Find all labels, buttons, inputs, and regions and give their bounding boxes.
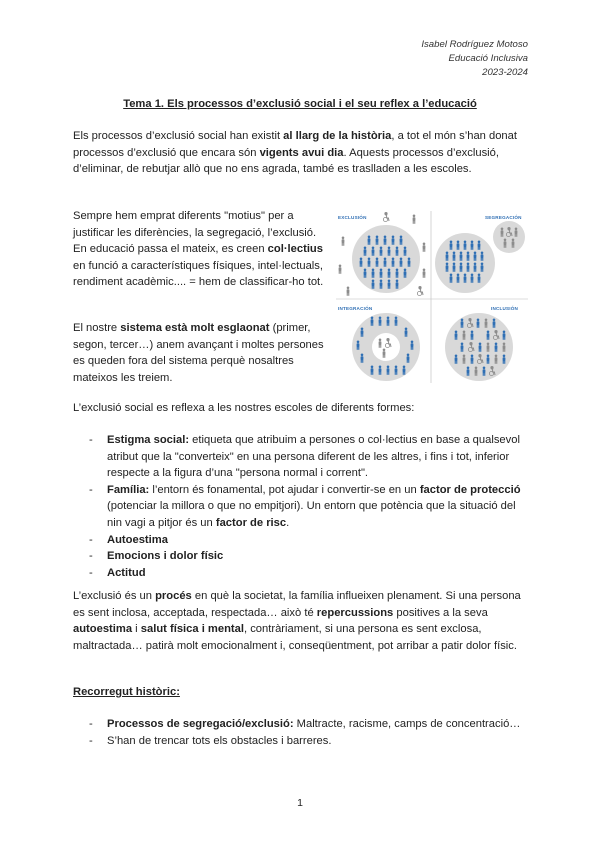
inclusion-diagram <box>334 207 529 385</box>
list-item: - Emocions i dolor físic <box>89 550 224 563</box>
document-title: Tema 1. Els processos d’exclusió social i el seu reflex a l’educació <box>123 98 477 110</box>
paragraph-sistema: El nostre sistema està molt esglaonat (primer, segon, tercer…) anem avançant i moltes persones es queden fora del sistema perquè nosaltres mateixos les treiem. <box>73 322 324 384</box>
inclusion-quadrant <box>445 313 513 381</box>
author-name: Isabel Rodríguez Motoso <box>421 39 528 50</box>
integration-quadrant <box>352 313 420 381</box>
academic-year: 2023-2024 <box>482 67 528 78</box>
paragraph-motius: Sempre hem emprat diferents "motius" per a justificar les diferències, la segregació, l’exclusió. En educació passa el mateix, es creen col·lectius en funció a característiques físiques, intel·lectuals, rendiment acadèmic.... = hem de classificar-ho tot. <box>73 210 324 289</box>
list-item: - Actitud <box>89 566 146 579</box>
list-item: - Família: l’entorn és fonamental, pot ajudar i convertir-se en un factor de protecció (potenciar la millora o que no empitjori). Un entorn que potència que la situació del nin vagi a pitjor és un factor de risc. <box>89 483 521 529</box>
label-exclusion: EXCLUSIÓN <box>338 215 367 220</box>
course-name: Educació Inclusiva <box>448 53 528 64</box>
paragraph-proces: L’exclusió és un procés en què la societat, la família influeixen plenament. Si una persona es sent inclosa, acceptada, respectada… això té repercussions positives a la seva autoestima i salut física i mental, contràriament, si una persona es sent exclosa, maltractada… patirà molt emocionalment i, conseqüentment, pot arribar a patir dolor físic. <box>73 590 521 652</box>
list-item: - Processos de segregació/exclusió: Maltracte, racisme, camps de concentració… <box>89 718 521 730</box>
list-item: - Estigma social: etiqueta que atribuim a persones o col·lectius en base a qualsevol atribut que la "converteix" en una persona diferent de les altres, i fins i tot, inferior respecte a la figura d’una "persona normal i corrent". <box>89 434 520 480</box>
label-segregation: SEGREGACIÓN <box>485 215 522 220</box>
history-list <box>73 716 528 749</box>
document-header <box>421 38 528 80</box>
label-inclusion: INCLUSIÓN <box>491 306 519 311</box>
page-number: 1 <box>297 797 303 809</box>
list-item: - S’han de trencar tots els obstacles i barreres. <box>89 734 332 747</box>
paragraph-formes: L’exclusió social es reflexa a les nostres escoles de diferents formes: <box>73 402 415 414</box>
label-integration: INTEGRACIÓN <box>338 306 373 311</box>
exclusion-quadrant <box>339 213 426 296</box>
paragraph-intro: Els processos d’exclusió social han existit al llarg de la història, a tot el món s’han donat processos d’exclusió que encara són vigents avui dia. Aquests processos d’exclusió, d’eliminar, de rebutjar allò que no ens agrada, també es traslladen a les escoles. <box>73 130 517 176</box>
exclusion-forms-list <box>73 432 528 581</box>
list-item: - Autoestima <box>89 533 168 546</box>
segregation-quadrant <box>435 221 525 293</box>
section-heading: Recorregut històric: <box>73 686 180 698</box>
